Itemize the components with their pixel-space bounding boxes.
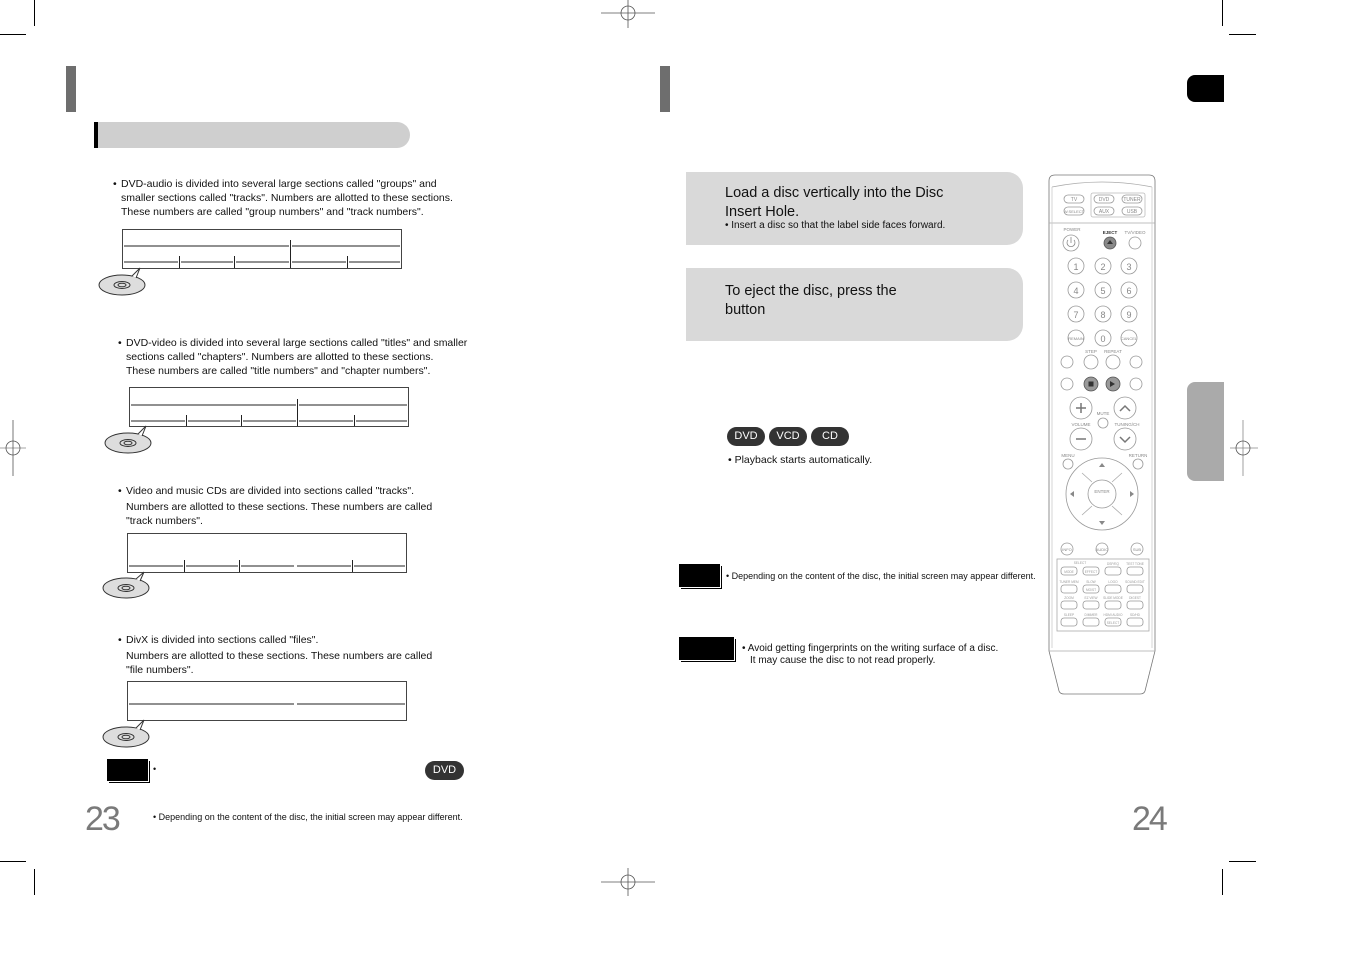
svg-text:W.SELECT: W.SELECT (1063, 209, 1085, 214)
cd-description: • Video and music CDs are divided into sections called "tracks". Numbers are allotted to these sections. These numbers are called "track numbers". (118, 485, 433, 527)
cd-structure-diagram (100, 530, 412, 604)
crop-mark (0, 861, 26, 862)
svg-text:POWER: POWER (1063, 227, 1081, 232)
svg-text:MODE: MODE (1064, 570, 1074, 574)
crop-mark (1222, 0, 1223, 26)
svg-text:TUNING/CH: TUNING/CH (1114, 422, 1140, 427)
bullet: • (113, 178, 117, 190)
svg-text:DSP/EQ: DSP/EQ (1106, 562, 1120, 566)
svg-text:TUNER: TUNER (1123, 197, 1141, 203)
svg-text:TUNER MEM: TUNER MEM (1059, 580, 1079, 584)
svg-text:8: 8 (1100, 310, 1106, 320)
svg-text:DIMMER: DIMMER (1084, 613, 1098, 617)
svg-text:MO/ST: MO/ST (1085, 588, 1097, 592)
caution-text: • Avoid getting fingerprints on the writing surface of a disc. It may cause the disc to not read properly. (742, 643, 999, 666)
playback-note: • Playback starts automatically. (728, 454, 873, 466)
svg-text:1: 1 (1073, 262, 1079, 272)
svg-text:SELECT: SELECT (1073, 561, 1087, 565)
divx-description: • DivX is divided into sections called "files". Numbers are allotted to these sections. These numbers are called "file numbers". (118, 634, 433, 676)
svg-text:RETURN: RETURN (1128, 453, 1148, 458)
svg-text:MENU: MENU (1061, 453, 1075, 458)
section-heading-bar (94, 122, 410, 148)
chapter-tab (1187, 75, 1224, 102)
step-1-title: Load a disc vertically into the Disc Insert Hole. (725, 185, 944, 220)
note-label-box (679, 564, 720, 587)
svg-text:SD/HD: SD/HD (1130, 613, 1140, 617)
registration-mark-icon (1228, 420, 1258, 476)
caution-label-box (679, 637, 734, 660)
svg-text:REMAIN: REMAIN (1068, 336, 1084, 341)
svg-text:CANCEL: CANCEL (1120, 336, 1138, 341)
svg-text:0: 0 (1100, 334, 1106, 344)
svg-text:ZOOM: ZOOM (1064, 596, 1074, 600)
registration-mark-icon (0, 420, 30, 476)
page-title-marker (660, 66, 670, 112)
svg-text:SLIDE MODE: SLIDE MODE (1103, 596, 1123, 600)
step-2-title: To eject the disc, press the button (725, 283, 897, 318)
svg-text:ENTER: ENTER (1094, 489, 1110, 494)
dvd-video-structure-diagram (102, 384, 414, 458)
svg-text:TEST TONE: TEST TONE (1126, 562, 1144, 566)
svg-text:SELECT: SELECT (1106, 621, 1120, 625)
crop-mark (34, 869, 35, 895)
disc-badge-dvd: DVD (727, 427, 765, 446)
svg-text:STEP: STEP (1085, 349, 1097, 354)
svg-text:EJECT: EJECT (1102, 230, 1118, 235)
svg-text:2: 2 (1100, 262, 1106, 272)
remote-control-illustration (1047, 173, 1157, 695)
bullet: • (118, 337, 122, 349)
step-1-subnote: • Insert a disc so that the label side faces forward. (725, 220, 946, 231)
note-bullet: • (153, 764, 157, 774)
disc-badge-dvd: DVD (425, 761, 464, 780)
page-number: 23 (85, 800, 119, 838)
divx-structure-diagram (100, 678, 412, 752)
svg-text:SLEEP: SLEEP (1063, 613, 1075, 617)
page-title-marker (66, 66, 76, 112)
svg-text:SLOW: SLOW (1086, 580, 1096, 584)
svg-text:MUTE: MUTE (1096, 411, 1110, 416)
svg-text:7: 7 (1073, 310, 1079, 320)
svg-text:3: 3 (1126, 262, 1132, 272)
svg-text:LOGO: LOGO (1108, 580, 1118, 584)
svg-text:INFO: INFO (1062, 547, 1072, 552)
svg-text:5: 5 (1100, 286, 1106, 296)
svg-text:6: 6 (1126, 286, 1132, 296)
svg-text:HDMI AUDIO: HDMI AUDIO (1103, 613, 1123, 617)
dvd-video-description: • DVD-video is divided into several large sections called "titles" and smaller sections called "chapters". Numbers are allotted to these sections. These numbers are called "title numbers" and "chapter numbers". (118, 337, 468, 377)
registration-mark-icon (601, 0, 655, 30)
bullet: • (118, 634, 122, 646)
note-label-box (107, 759, 148, 781)
svg-text:DVD: DVD (1098, 197, 1110, 203)
bullet: • (118, 485, 122, 497)
svg-text:USB: USB (1126, 209, 1138, 215)
svg-text:9: 9 (1126, 310, 1132, 320)
disc-badge-vcd: VCD (769, 427, 807, 446)
disc-badge-cd: CD (811, 427, 849, 446)
svg-text:AUX: AUX (1098, 209, 1110, 215)
crop-mark (1229, 861, 1256, 862)
dvd-audio-structure-diagram (96, 226, 408, 298)
svg-text:SOUND EDIT: SOUND EDIT (1125, 580, 1145, 584)
section-tab (1187, 382, 1224, 481)
svg-text:REPEAT: REPEAT (1104, 349, 1122, 354)
svg-text:DIGEST: DIGEST (1129, 596, 1141, 600)
registration-mark-icon (601, 868, 655, 898)
svg-text:TV: TV (1070, 197, 1078, 203)
svg-text:AUDIO: AUDIO (1095, 547, 1109, 552)
crop-mark (34, 0, 35, 26)
note-text: • Depending on the content of the disc, the initial screen may appear different. (726, 571, 1036, 581)
page-number: 24 (1132, 800, 1166, 838)
dvd-audio-description: • DVD-audio is divided into several large sections called "groups" and smaller sections called "tracks". Numbers are allotted to these sections. These numbers are called "group numbers" and "track numbers". (113, 178, 453, 218)
svg-text:EFFECT: EFFECT (1084, 570, 1098, 574)
crop-mark (1222, 869, 1223, 895)
svg-text:SUB: SUB (1132, 547, 1142, 552)
footnote: • Depending on the content of the disc, the initial screen may appear different. (153, 812, 463, 822)
crop-mark (0, 34, 26, 35)
svg-text:VOLUME: VOLUME (1071, 422, 1091, 427)
svg-text:EZ VIEW: EZ VIEW (1084, 596, 1098, 600)
svg-text:4: 4 (1073, 286, 1079, 296)
svg-text:TV/VIDEO: TV/VIDEO (1124, 230, 1146, 235)
crop-mark (1229, 34, 1256, 35)
